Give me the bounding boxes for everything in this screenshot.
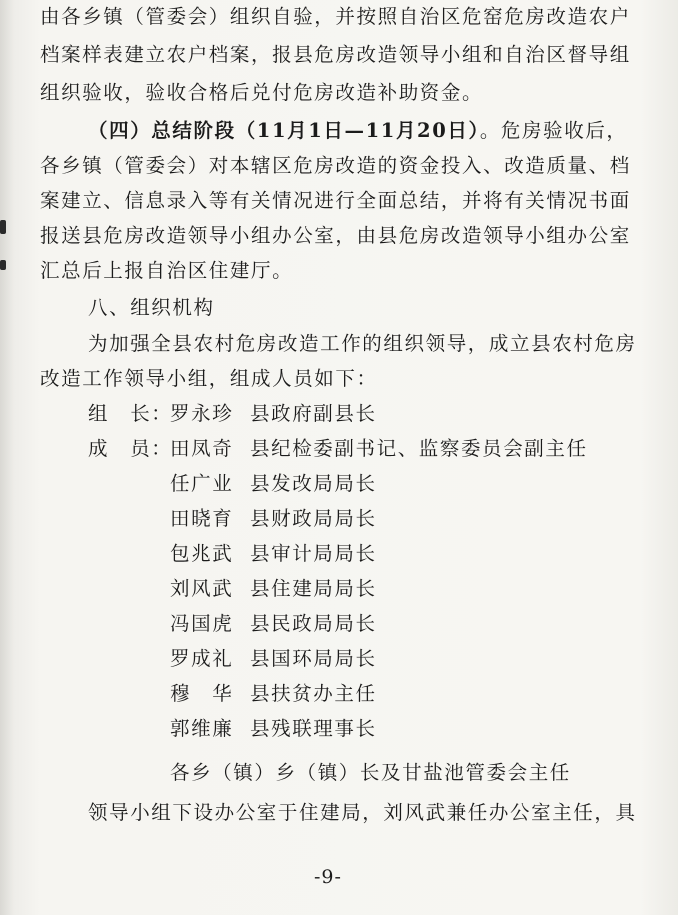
paragraph-line: 改造工作领导小组，组成人员如下： [40,367,378,390]
scan-edge-mark [0,220,6,234]
member-title: 县民政局局长 [250,612,377,635]
team-leader-name: 罗永珍 [170,402,234,425]
member-title: 县国环局局长 [250,647,377,670]
member-name: 田凤奇 [170,437,234,460]
member-name: 包兆武 [170,542,234,565]
paragraph-line: 报送县危房改造领导小组办公室，由县危房改造领导小组办公室 [40,224,631,247]
member-title: 县扶贫办主任 [250,682,377,705]
paragraph-line: 汇总后上报自治区住建厅。 [40,259,294,282]
team-leader-role: 组 长： [88,402,173,425]
team-members-role: 成 员： [88,437,173,460]
paragraph-line: 组织验收，验收合格后兑付危房改造补助资金。 [40,81,484,104]
paragraph-line: 为加强全县农村危房改造工作的组织领导，成立县农村危房 [88,332,637,355]
member-title: 县发改局局长 [250,472,377,495]
member-title: 县纪检委副书记、监察委员会副主任 [250,437,588,460]
scan-edge-mark [0,260,6,270]
member-name: 罗成礼 [170,647,234,670]
team-leader-title: 县政府副县长 [250,402,377,425]
stage4-heading: （四）总结阶段（11月1日—11月20日） [88,119,480,142]
stage4-line1-text: 。危房验收后， [479,119,628,142]
member-name: 田晓育 [170,507,234,530]
member-name: 冯国虎 [170,612,234,635]
member-title: 县住建局局长 [250,577,377,600]
paragraph-line: 各乡镇（管委会）对本辖区危房改造的资金投入、改造质量、档 [40,154,631,177]
paragraph-line: 由各乡镇（管委会）组织自验，并按照自治区危窑危房改造农户 [40,5,631,28]
member-title: 县残联理事长 [250,717,377,740]
stage4-first-line [88,118,628,144]
section-title: 八、组织机构 [88,296,215,319]
member-name: 刘风武 [170,577,234,600]
township-heads-line: 各乡（镇）乡（镇）长及甘盐池管委会主任 [170,761,571,784]
member-title: 县财政局局长 [250,507,377,530]
member-name: 任广业 [170,472,234,495]
paragraph-line: 案建立、信息录入等有关情况进行全面总结，并将有关情况书面 [40,189,631,212]
member-title: 县审计局局长 [250,542,377,565]
page-number: -9- [314,866,342,888]
member-name: 郭维廉 [170,717,234,740]
paragraph-line: 领导小组下设办公室于住建局，刘风武兼任办公室主任，具 [88,801,637,824]
member-name: 穆 华 [170,682,234,705]
paragraph-line: 档案样表建立农户档案，报县危房改造领导小组和自治区督导组 [40,43,631,66]
